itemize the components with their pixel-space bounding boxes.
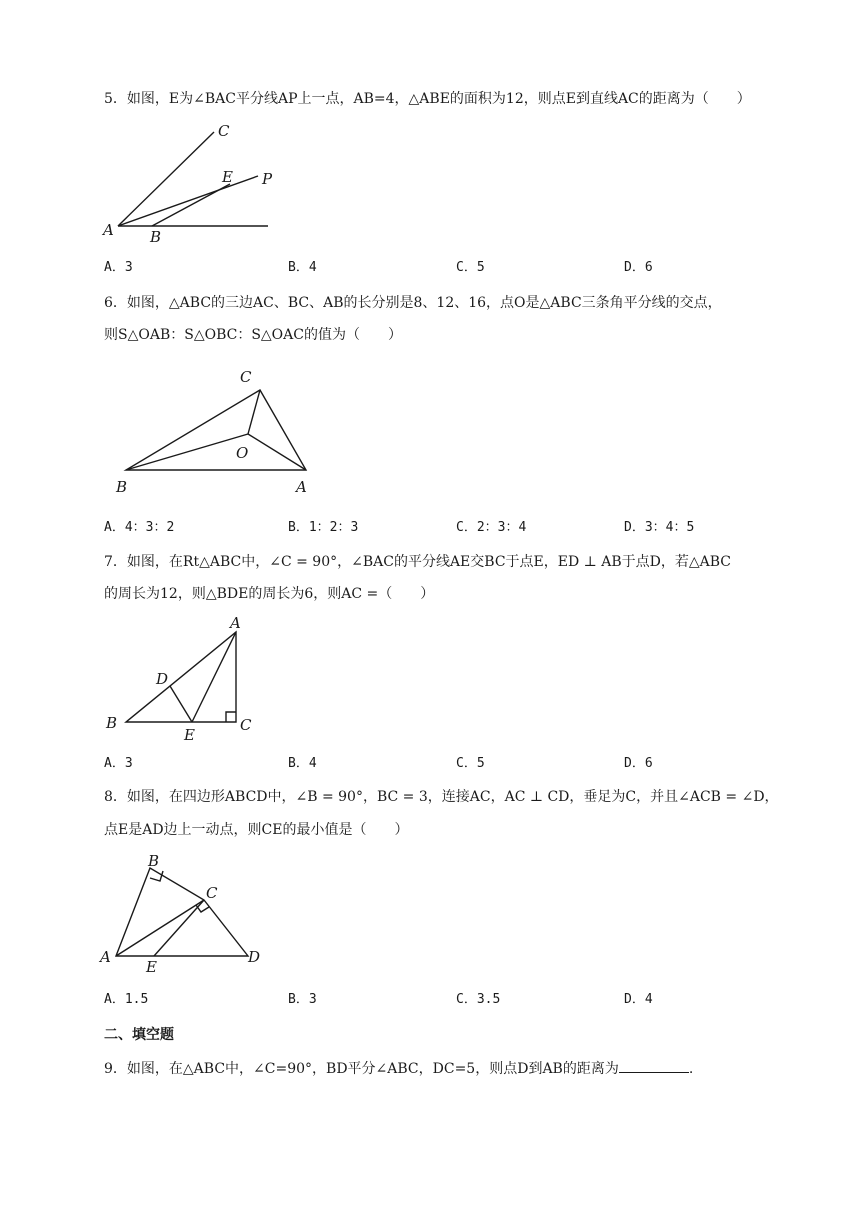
q6-segment-ao [248,434,306,470]
q9-text: 9．如图，在△ABC中，∠C=90°，BD平分∠ABC，DC=5，则点D到AB的距离为 [104,1061,619,1077]
q5-option-b[interactable]: B．4 [288,260,317,275]
q6-option-a[interactable]: A．4：3：2 [104,520,175,535]
q7-option-c[interactable]: C．5 [456,756,485,771]
q5-option-c[interactable]: C．5 [456,260,485,275]
q5-label-a: A [103,221,114,239]
q7-triangle-abc [126,632,236,722]
q8-diagonal-ac [116,900,204,956]
q5-text: 5．如图，E为∠BAC平分线AP上一点，AB=4，△ABE的面积为12，则点E到直线AC的距离为（ ） [104,91,751,107]
section-title: 二、填空题 [104,1027,174,1043]
q8-text-line2: 点E是AD边上一动点，则CE的最小值是（ ） [104,822,409,838]
q8-option-a[interactable]: A．1.5 [104,992,149,1007]
q7-label-c: C [240,716,252,734]
q7-figure [100,612,270,744]
q5-option-a[interactable]: A．3 [104,260,133,275]
q8-label-b: B [148,852,160,870]
q6-label-a: A [296,478,307,496]
q7-label-e: E [184,726,195,744]
q9-end: . [688,1061,694,1077]
q8-label-d: D [248,948,261,966]
q8-label-e: E [146,958,157,976]
q6-option-c[interactable]: C．2：3：4 [456,520,527,535]
q5-label-c: C [218,122,230,140]
q8-label-a: A [100,948,111,966]
q8-option-b[interactable]: B．3 [288,992,317,1007]
q8-segment-ce [154,900,204,956]
q5-segment-be [152,184,230,226]
q9-answer-blank[interactable] [619,1058,689,1073]
q6-label-b: B [116,478,128,496]
q6-segment-bo [126,434,248,470]
q5-option-d[interactable]: D．6 [624,260,653,275]
q8-text-line1: 8．如图，在四边形ABCD中，∠B = 90°，BC = 3，连接AC，AC ⊥ CD，垂足为C，并且∠ACB = ∠D， [104,789,779,805]
q9-line [104,1058,764,1080]
q6-label-c: C [240,368,252,386]
q5-ray-ap [118,176,258,226]
q8-option-c[interactable]: C．3.5 [456,992,501,1007]
q7-option-b[interactable]: B．4 [288,756,317,771]
q6-figure [110,364,330,498]
q6-text-line2: 则S△OAB：S△OBC：S△OAC的值为（ ） [104,327,402,343]
q5-label-p: P [262,170,273,188]
q7-text-line2: 的周长为12，则△BDE的周长为6，则AC =（ ） [104,586,435,602]
q5-ray-ac [118,132,214,226]
q8-label-c: C [206,884,218,902]
q7-label-b: B [106,714,118,732]
q7-option-d[interactable]: D．6 [624,756,653,771]
q7-text-line1: 7．如图，在Rt△ABC中，∠C = 90°，∠BAC的平分线AE交BC于点E，ED ⊥ AB于点D，若△ABC [104,554,732,570]
q7-right-angle-mark [226,712,236,722]
q7-option-a[interactable]: A．3 [104,756,133,771]
q7-segment-de [170,686,192,722]
q7-label-a: A [230,614,241,632]
q7-segment-ae [192,632,236,722]
q8-option-d[interactable]: D．4 [624,992,653,1007]
q8-figure [98,850,268,978]
q6-option-b[interactable]: B．1：2：3 [288,520,359,535]
q6-triangle-abc [126,390,306,470]
q5-figure [100,118,290,248]
q7-label-d: D [156,670,169,688]
q6-option-d[interactable]: D．3：4：5 [624,520,695,535]
q6-label-o: O [236,444,249,462]
q5-label-b: B [150,228,162,246]
q6-text-line1: 6．如图，△ABC的三边AC、BC、AB的长分别是8、12、16，点O是△ABC三条角平分线的交点， [104,295,722,311]
q5-label-e: E [222,168,233,186]
